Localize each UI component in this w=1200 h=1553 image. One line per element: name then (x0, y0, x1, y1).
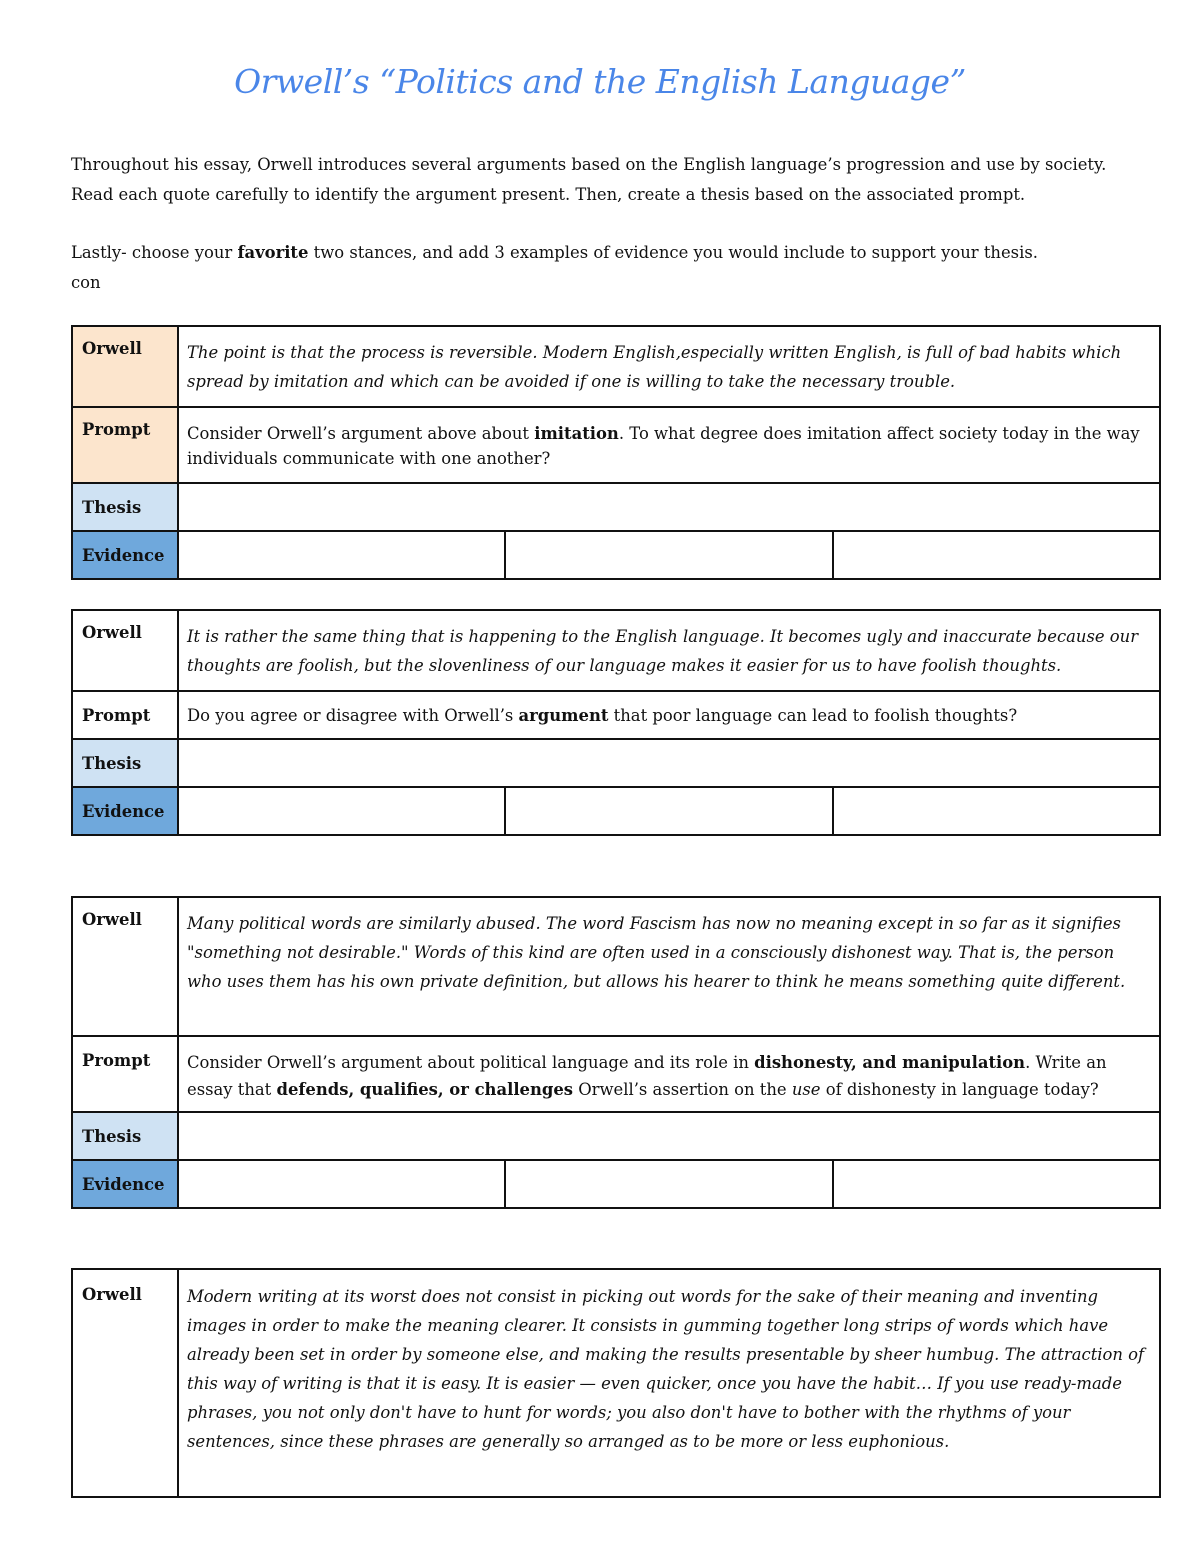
prompt-label: Prompt (72, 407, 178, 483)
orwell-label: Orwell (72, 1269, 178, 1497)
evidence-row (178, 531, 1160, 579)
evidence-field-3[interactable] (832, 1161, 1159, 1207)
intro-line-1: Throughout his essay, Orwell introduces several arguments based on the English language’s progression and use by society. (71, 155, 1107, 174)
evidence-field-3[interactable] (832, 788, 1159, 834)
prompt-label: Prompt (72, 1036, 178, 1112)
orwell-label: Orwell (72, 610, 178, 691)
thesis-field[interactable] (178, 1112, 1160, 1160)
orwell-label: Orwell (72, 326, 178, 407)
evidence-field-1[interactable] (179, 532, 504, 578)
evidence-field-2[interactable] (504, 1161, 831, 1207)
evidence-field-2[interactable] (504, 532, 831, 578)
thesis-label: Thesis (72, 739, 178, 787)
orwell-quote: It is rather the same thing that is happening to the English language. It becomes ugly and inaccurate because our thoughts are foolish, but the slovenliness of our language makes it easier for us to have foolish thoughts. (178, 610, 1160, 691)
evidence-label: Evidence (72, 531, 178, 579)
evidence-field-1[interactable] (179, 788, 504, 834)
worksheet-table-4 (71, 1268, 1161, 1498)
orwell-quote: The point is that the process is reversible. Modern English,especially written English, is full of bad habits which spread by imitation and which can be avoided if one is willing to take the necessary trouble. (178, 326, 1160, 407)
evidence-label: Evidence (72, 1160, 178, 1208)
orwell-quote: Many political words are similarly abused. The word Fascism has now no meaning except in so far as it signifies "something not desirable." Words of this kind are often used in a consciously dishonest way. That is, the person who uses them has his own private definition, but allows his hearer to think he means something quite different. (178, 897, 1160, 1036)
orwell-label: Orwell (72, 897, 178, 1036)
intro-lastly: Lastly- choose your favorite two stances, and add 3 examples of evidence you would include to support your thesis. (71, 243, 1038, 262)
worksheet-table-1 (71, 325, 1161, 580)
instructions (71, 150, 1151, 297)
thesis-label: Thesis (72, 1112, 178, 1160)
evidence-field-1[interactable] (179, 1161, 504, 1207)
evidence-field-2[interactable] (504, 788, 831, 834)
prompt-text: Consider Orwell’s argument about political language and its role in dishonesty, and manipulation. Write an essay that defends, qualifies, or challenges Orwell’s assertion on the use of dishonesty in language today? (178, 1036, 1160, 1112)
intro-stray-text: con (71, 272, 101, 292)
evidence-label: Evidence (72, 787, 178, 835)
prompt-text: Do you agree or disagree with Orwell’s argument that poor language can lead to foolish thoughts? (178, 691, 1160, 739)
prompt-text: Consider Orwell’s argument above about imitation. To what degree does imitation affect society today in the way individuals communicate with one another? (178, 407, 1160, 483)
intro-line-2: Read each quote carefully to identify the argument present. Then, create a thesis based on the associated prompt. (71, 184, 1026, 204)
orwell-quote: Modern writing at its worst does not consist in picking out words for the sake of their meaning and inventing images in order to make the meaning clearer. It consists in gumming together long strips of words which have already been set in order by someone else, and making the results presentable by sheer humbug. The attraction of this way of writing is that it is easy. It is easier — even quicker, once you have the habit… If you use ready-made phrases, you not only don't have to hunt for words; you also don't have to bother with the rhythms of your sentences, since these phrases are generally so arranged as to be more or less euphonious. (178, 1269, 1160, 1497)
prompt-label: Prompt (72, 691, 178, 739)
thesis-field[interactable] (178, 739, 1160, 787)
worksheet-table-2 (71, 609, 1161, 836)
evidence-field-3[interactable] (832, 532, 1159, 578)
thesis-label: Thesis (72, 483, 178, 531)
evidence-row (178, 787, 1160, 835)
worksheet-table-3 (71, 896, 1161, 1209)
thesis-field[interactable] (178, 483, 1160, 531)
evidence-row (178, 1160, 1160, 1208)
page-title: Orwell’s “Politics and the English Language” (234, 62, 966, 101)
